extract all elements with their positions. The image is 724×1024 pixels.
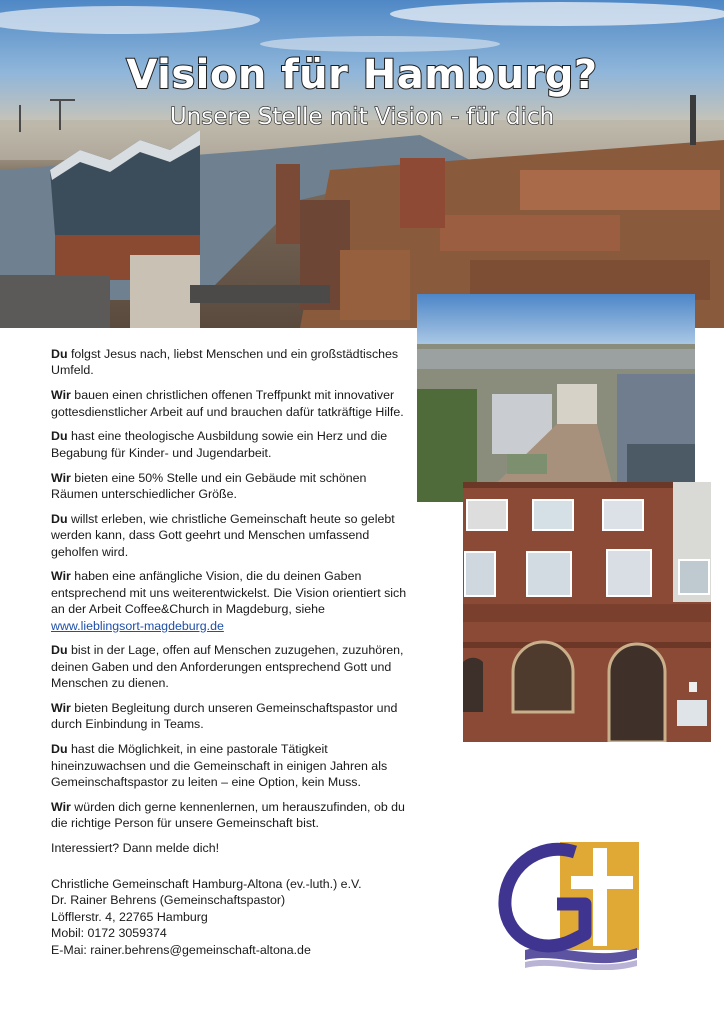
paragraph (51, 470, 413, 503)
paragraph-text: haben eine anfängliche Vision, die du deinen Gaben entsprechend mit uns weiterentwickelst. Die Vision orientiert sich an der Arbeit Coffee&Church in Magdeburg, siehe (51, 569, 407, 617)
street-photo (417, 294, 695, 502)
paragraph-lead: Du (51, 643, 68, 658)
paragraph (51, 428, 413, 461)
paragraph-text: würden dich gerne kennenlernen, um herauszufinden, ob du die richtige Person für unsere Gemeinschaft bist. (51, 799, 405, 831)
closing-line: Interessiert? Dann melde dich! (51, 841, 220, 856)
paragraph (51, 642, 413, 691)
paragraph (51, 511, 413, 560)
contact-block (51, 876, 362, 958)
paragraph-text: bist in der Lage, offen auf Menschen zuzugehen, zuzuhören, deinen Gaben und den Anforderungen entsprechend Gott und Menschen zu dienen. (51, 643, 404, 691)
page-subtitle: Unsere Stelle mit Vision - für dich (169, 104, 555, 130)
paragraph-text: hast eine theologische Ausbildung sowie ein Herz und die Begabung für Kinder- und Jugendarbeit. (51, 429, 388, 460)
paragraph-text: bieten Begleitung durch unseren Gemeinschaftspastor und durch Einbindung in Teams. (51, 701, 398, 732)
paragraph-lead: Wir (51, 470, 71, 485)
paragraph-lead: Wir (51, 388, 71, 403)
paragraph (51, 799, 413, 832)
paragraph-lead: Wir (51, 799, 71, 814)
website-link[interactable]: www.lieblingsort-magdeburg.de (51, 618, 224, 633)
paragraph-lead: Wir (51, 701, 71, 716)
gemeinschaft-logo-icon (497, 840, 641, 970)
hamburg-skyline-image (0, 0, 724, 328)
paragraph-text: hast die Möglichkeit, in eine pastorale Tätigkeit hineinzuwachsen und die Gemeinschaft in einigen Jahren als Gemeinschaftspastor zu leiten – eine Option, kein Muss. (51, 742, 388, 790)
contact-email[interactable]: E-Mai: rainer.behrens@gemeinschaft-altona.de (51, 942, 311, 957)
contact-org: Christliche Gemeinschaft Hamburg-Altona (ev.-luth.) e.V. (51, 877, 362, 891)
building-photo (463, 482, 711, 742)
job-description (51, 346, 413, 865)
contact-mobile[interactable]: Mobil: 0172 3059374 (51, 926, 167, 941)
paragraph-text: bauen einen christlichen offenen Treffpunkt mit innovativer gottesdienstlicher Arbeit auf und brauchen dafür tatkräftige Hilfe. (51, 388, 404, 419)
paragraph-lead: Wir (51, 569, 71, 584)
contact-address: Löfflerstr. 4, 22765 Hamburg (51, 909, 208, 924)
paragraph (51, 387, 413, 420)
paragraph-text: willst erleben, wie christliche Gemeinschaft heute so gelebt werden kann, dass Gott geehrt und Menschen umfassend geholfen wird. (51, 511, 395, 559)
paragraph-text: folgst Jesus nach, liebst Menschen und ein großstädtisches Umfeld. (51, 347, 399, 378)
paragraph (51, 700, 413, 733)
paragraph-lead: Du (51, 511, 68, 526)
contact-person: Dr. Rainer Behrens (Gemeinschaftspastor) (51, 893, 286, 908)
paragraph-lead: Du (51, 429, 68, 444)
paragraph-text: bieten eine 50% Stelle und ein Gebäude mit schönen Räumen unterschiedlicher Größe. (51, 470, 367, 502)
paragraph (51, 741, 413, 790)
paragraph (51, 568, 413, 634)
hero-banner (0, 0, 724, 328)
page-title: Vision für Hamburg? (126, 52, 598, 98)
paragraph-lead: Du (51, 347, 68, 361)
paragraph (51, 346, 413, 379)
paragraph-lead: Du (51, 742, 68, 757)
